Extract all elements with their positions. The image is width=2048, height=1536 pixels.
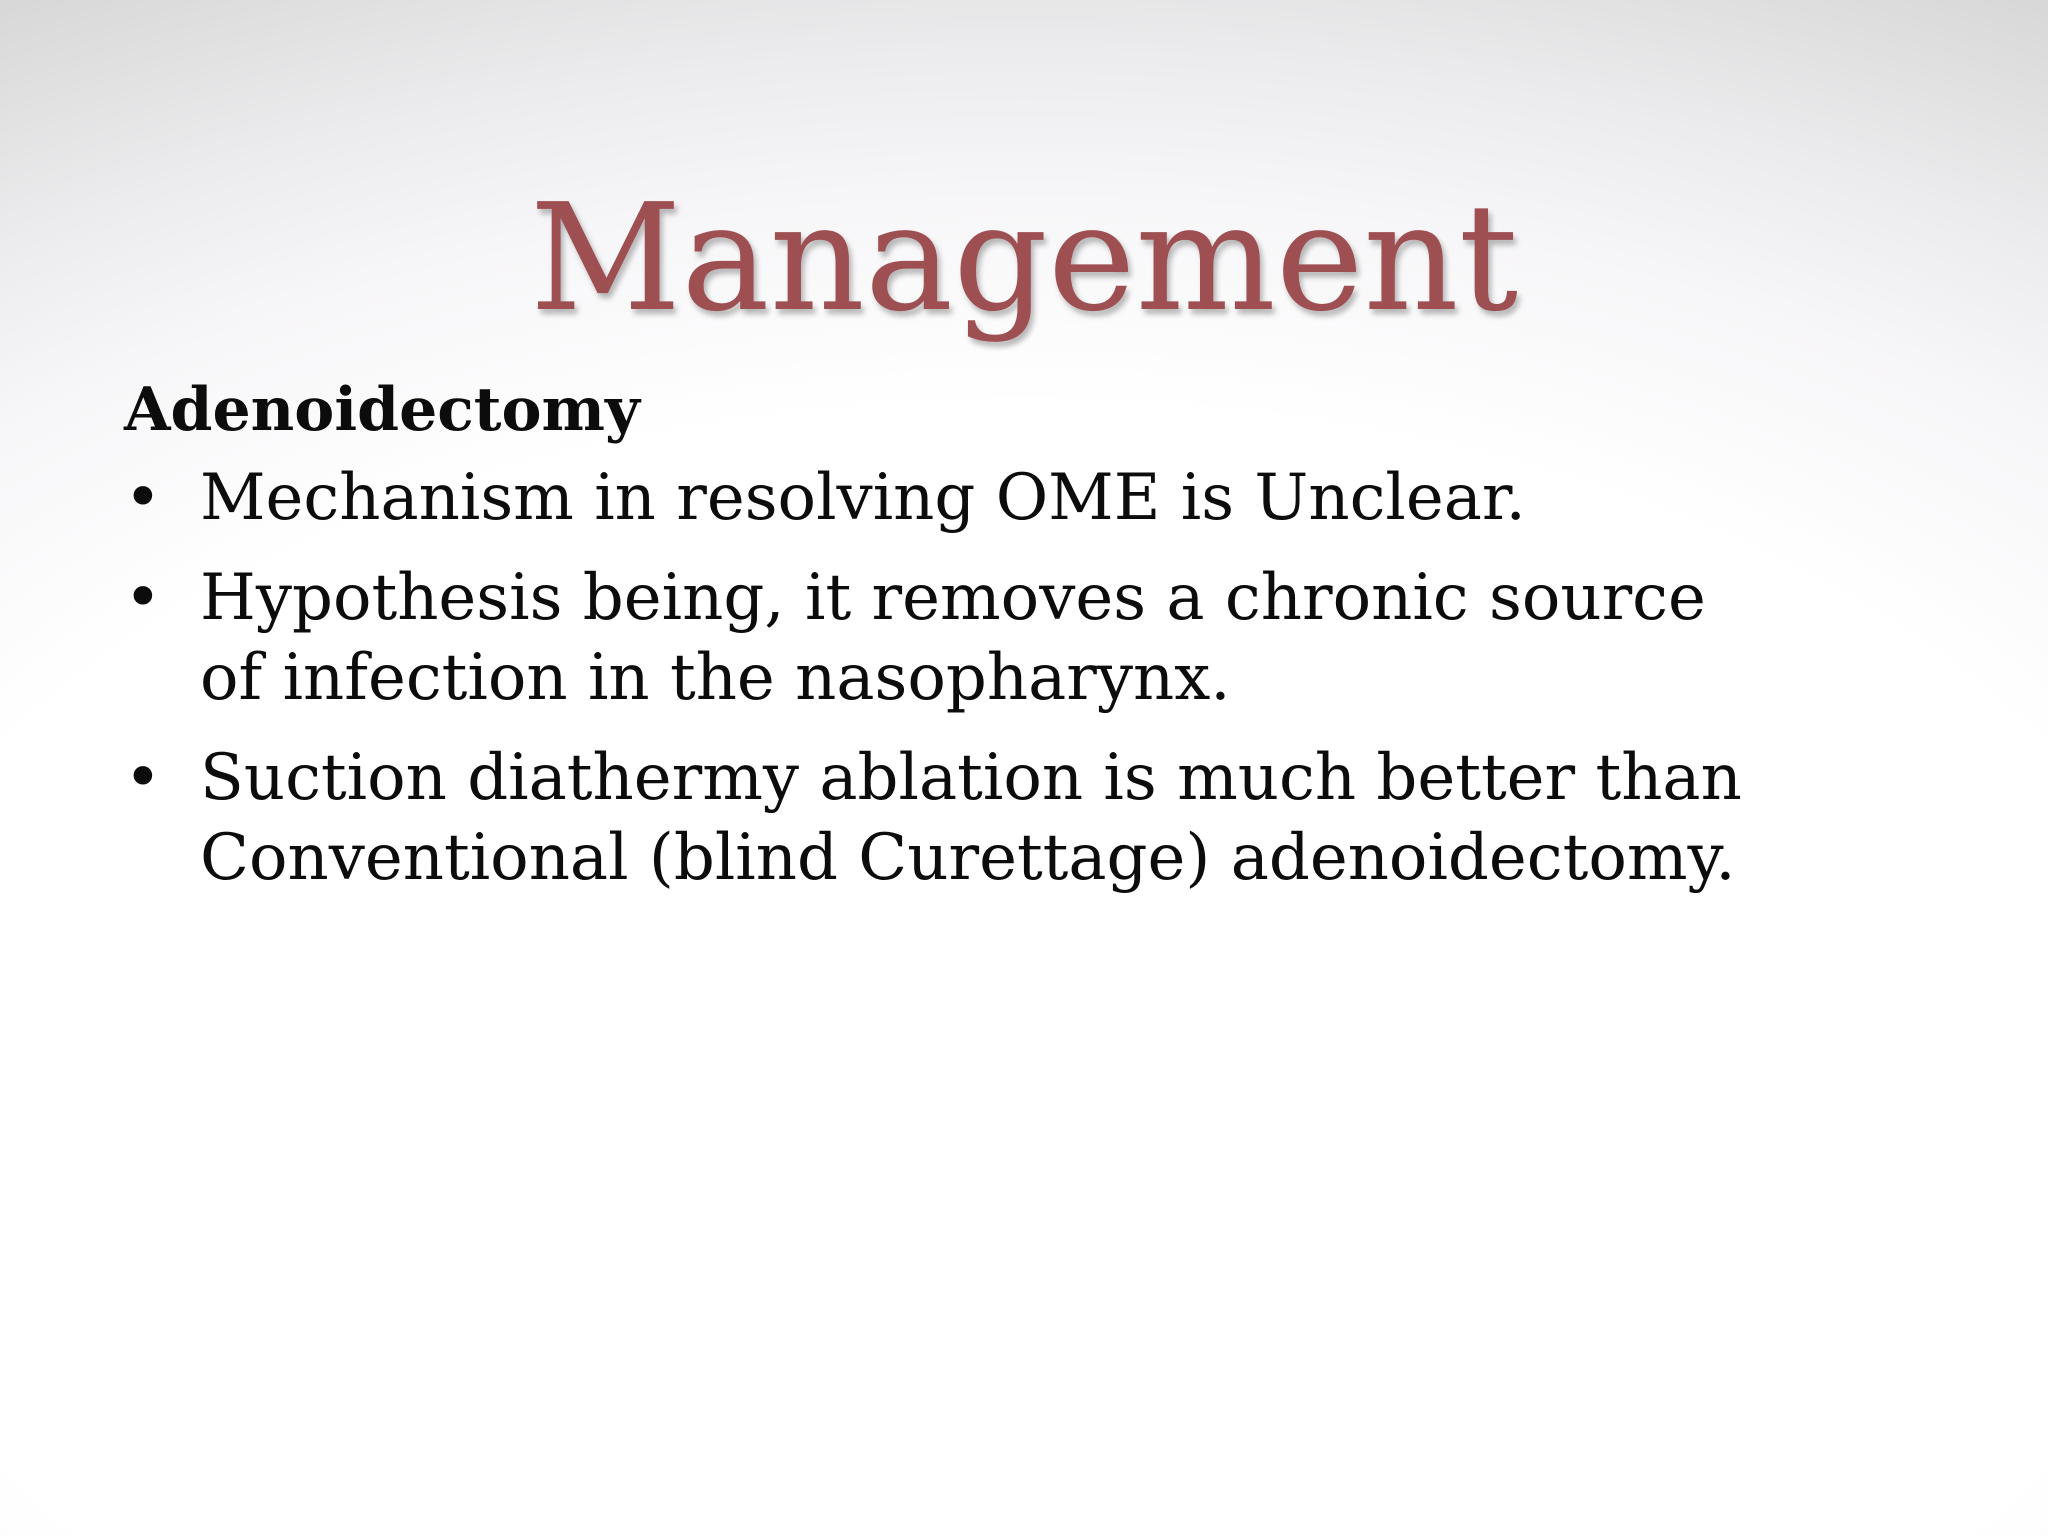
bullet-item	[124, 458, 1744, 538]
slide-content	[124, 370, 1744, 918]
bullet-marker-icon: •	[124, 561, 162, 635]
bullet-item	[124, 558, 1744, 718]
bullet-marker-icon: •	[124, 741, 162, 815]
slide-title: Management	[529, 172, 1519, 344]
bullet-text: Suction diathermy ablation is much better than Conventional (blind Curettage) adenoidectomy.	[200, 741, 1742, 895]
bullet-list	[124, 458, 1744, 898]
bullet-text: Mechanism in resolving OME is Unclear.	[200, 461, 1526, 535]
bullet-item	[124, 738, 1744, 898]
bullet-text: Hypothesis being, it removes a chronic source of infection in the nasopharynx.	[200, 561, 1706, 715]
bullet-marker-icon: •	[124, 461, 162, 535]
section-subheading: Adenoidectomy	[124, 375, 640, 445]
